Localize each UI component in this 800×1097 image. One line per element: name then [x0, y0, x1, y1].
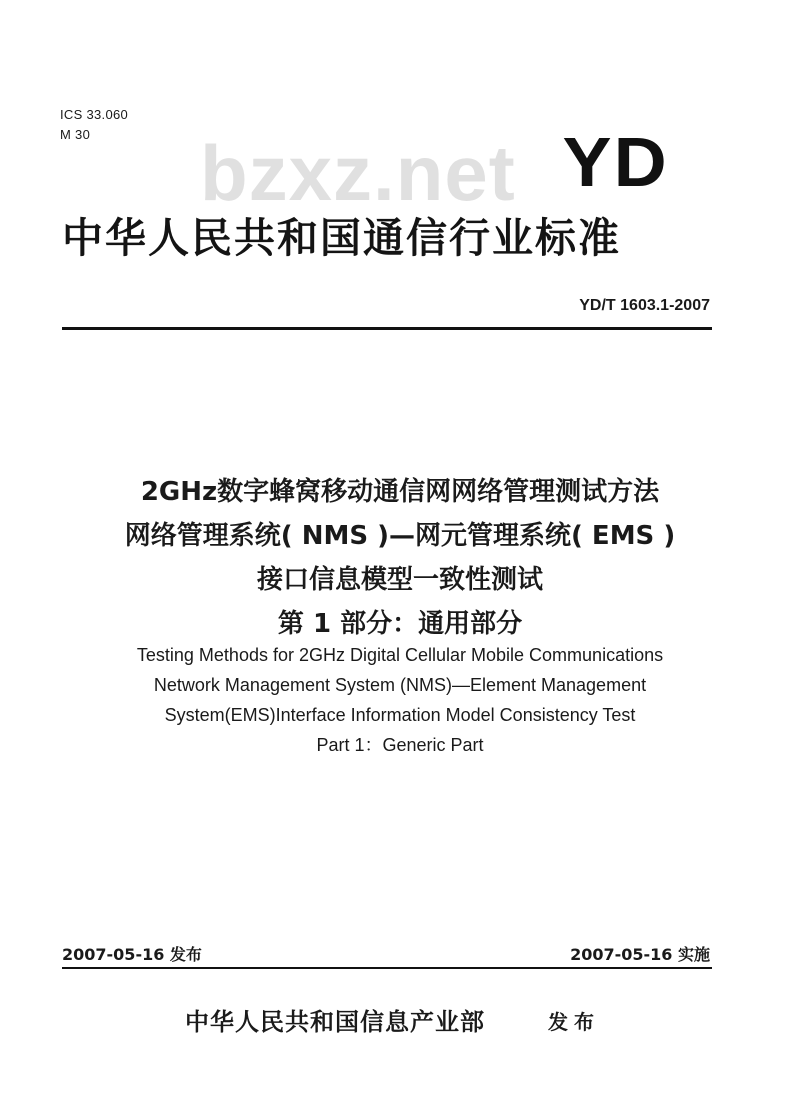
chinese-title-line: 接口信息模型一致性测试: [256, 565, 543, 595]
chinese-title-block: [40, 470, 760, 646]
issue-date: 2007-05-16 发布: [62, 945, 202, 964]
bottom-divider: [62, 967, 712, 969]
english-title-line: System(EMS)Interface Information Model Consistency Test: [164, 705, 636, 725]
english-title-line: Testing Methods for 2GHz Digital Cellular Mobile Communications: [136, 645, 664, 665]
ics-code: ICS 33.060: [60, 107, 129, 122]
standard-title: 中华人民共和国通信行业标准: [62, 214, 621, 262]
classification-code: M 30: [60, 127, 91, 142]
issuer-suffix: 发布: [548, 1010, 600, 1034]
chinese-title-line: 2GHz数字蜂窝移动通信网网络管理测试方法: [140, 477, 660, 507]
issuer: 中华人民共和国信息产业部: [185, 1008, 485, 1036]
watermark: bzxz.net: [200, 129, 516, 217]
english-title-block: [40, 640, 760, 760]
standard-number: YD/T 1603.1-2007: [579, 297, 710, 314]
chinese-title-line: 第 1 部分：通用部分: [277, 609, 523, 639]
english-title-line: Network Management System (NMS)—Element Management: [153, 675, 647, 695]
chinese-title-line: 网络管理系统( NMS )—网元管理系统( EMS ): [124, 521, 676, 551]
yd-logo: YD: [562, 123, 669, 201]
english-title-line: Part 1：Generic Part: [316, 735, 484, 755]
implementation-date: 2007-05-16 实施: [570, 945, 710, 964]
top-divider: [62, 327, 712, 330]
